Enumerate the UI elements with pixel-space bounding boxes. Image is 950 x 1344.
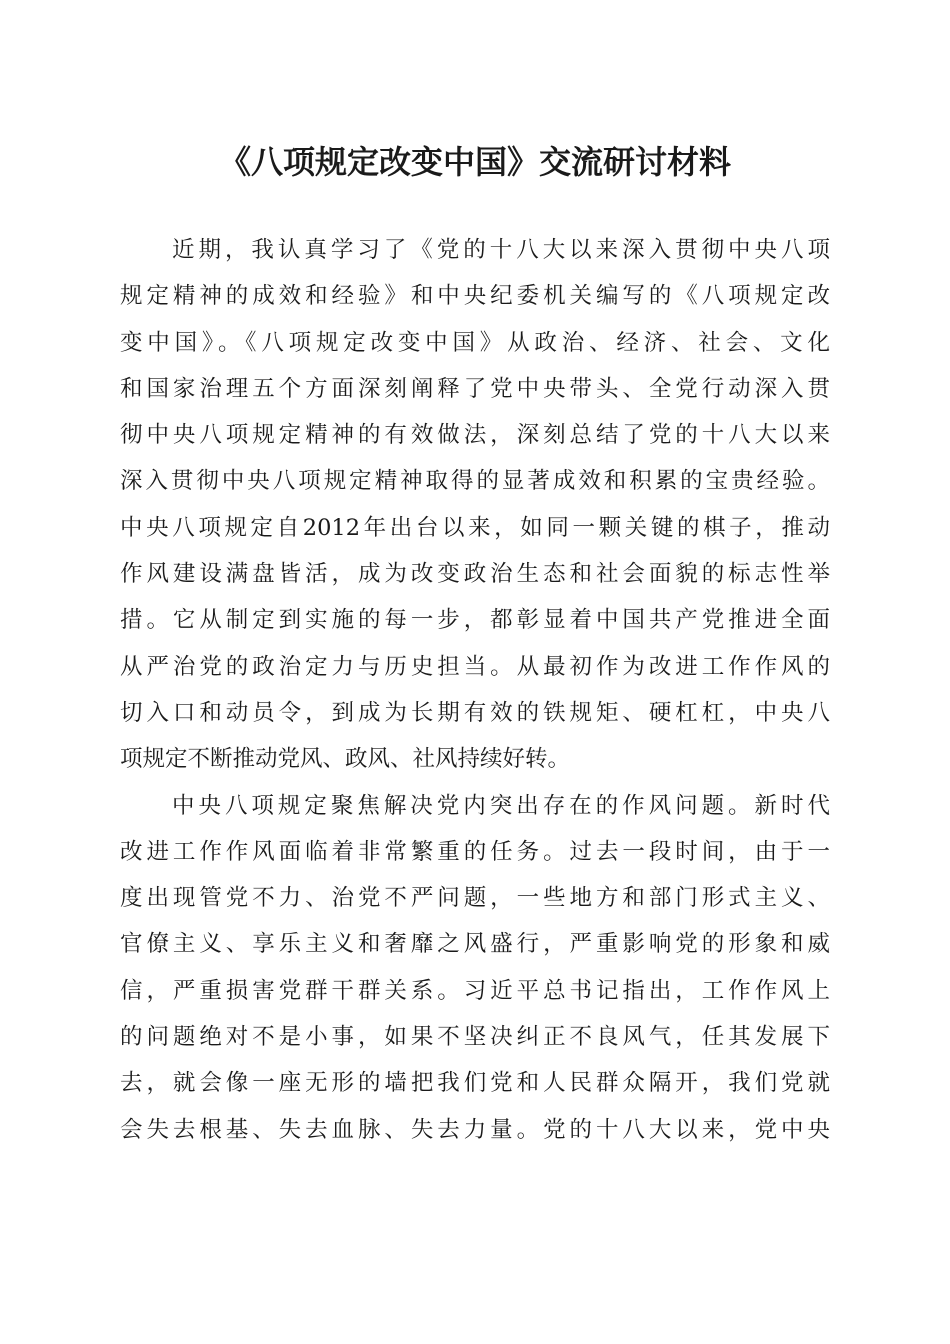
text-line: 中央八项规定自2012年出台以来，如同一颗关键的棋子，推动 [120, 514, 830, 541]
text-line: 中央八项规定聚焦解决党内突出存在的作风问题。新时代 [172, 792, 830, 819]
text-line: 官僚主义、享乐主义和奢靡之风盛行，严重影响党的形象和威 [120, 931, 830, 958]
text-line: 变中国》。《八项规定改变中国》从政治、经济、社会、文化 [120, 329, 830, 356]
text-line: 去，就会像一座无形的墙把我们党和人民群众隔开，我们党就 [120, 1070, 830, 1097]
text-line: 切入口和动员令，到成为长期有效的铁规矩、硬杠杠，中央八 [120, 699, 830, 726]
text-line: 从严治党的政治定力与历史担当。从最初作为改进工作作风的 [120, 653, 830, 680]
document-title: 《八项规定改变中国》交流研讨材料 [218, 143, 731, 181]
text-line: 度出现管党不力、治党不严问题，一些地方和部门形式主义、 [120, 885, 830, 912]
text-line: 作风建设满盘皆活，成为改变政治生态和社会面貌的标志性举 [120, 561, 830, 588]
text-line: 项规定不断推动党风、政风、社风持续好转。 [120, 746, 571, 773]
document-body [120, 227, 830, 1153]
text-line: 深入贯彻中央八项规定精神取得的显著成效和积累的宝贵经验。 [120, 468, 830, 495]
text-line: 会失去根基、失去血脉、失去力量。党的十八大以来，党中央 [120, 1116, 830, 1143]
paragraph-1 [120, 227, 830, 783]
text-line: 规定精神的成效和经验》和中央纪委机关编写的《八项规定改 [120, 283, 830, 310]
text-line: 信，严重损害党群干群关系。习近平总书记指出，工作作风上 [120, 977, 830, 1004]
paragraph-2 [120, 783, 830, 1153]
text-line: 措。它从制定到实施的每一步，都彰显着中国共产党推进全面 [120, 607, 830, 634]
text-line: 和国家治理五个方面深刻阐释了党中央带头、全党行动深入贯 [120, 375, 830, 402]
text-line: 彻中央八项规定精神的有效做法，深刻总结了党的十八大以来 [120, 422, 830, 449]
text-line: 近期，我认真学习了《党的十八大以来深入贯彻中央八项 [172, 237, 830, 263]
text-line: 改进工作作风面临着非常繁重的任务。过去一段时间，由于一 [120, 838, 830, 865]
text-line: 的问题绝对不是小事，如果不坚决纠正不良风气，任其发展下 [120, 1024, 830, 1051]
